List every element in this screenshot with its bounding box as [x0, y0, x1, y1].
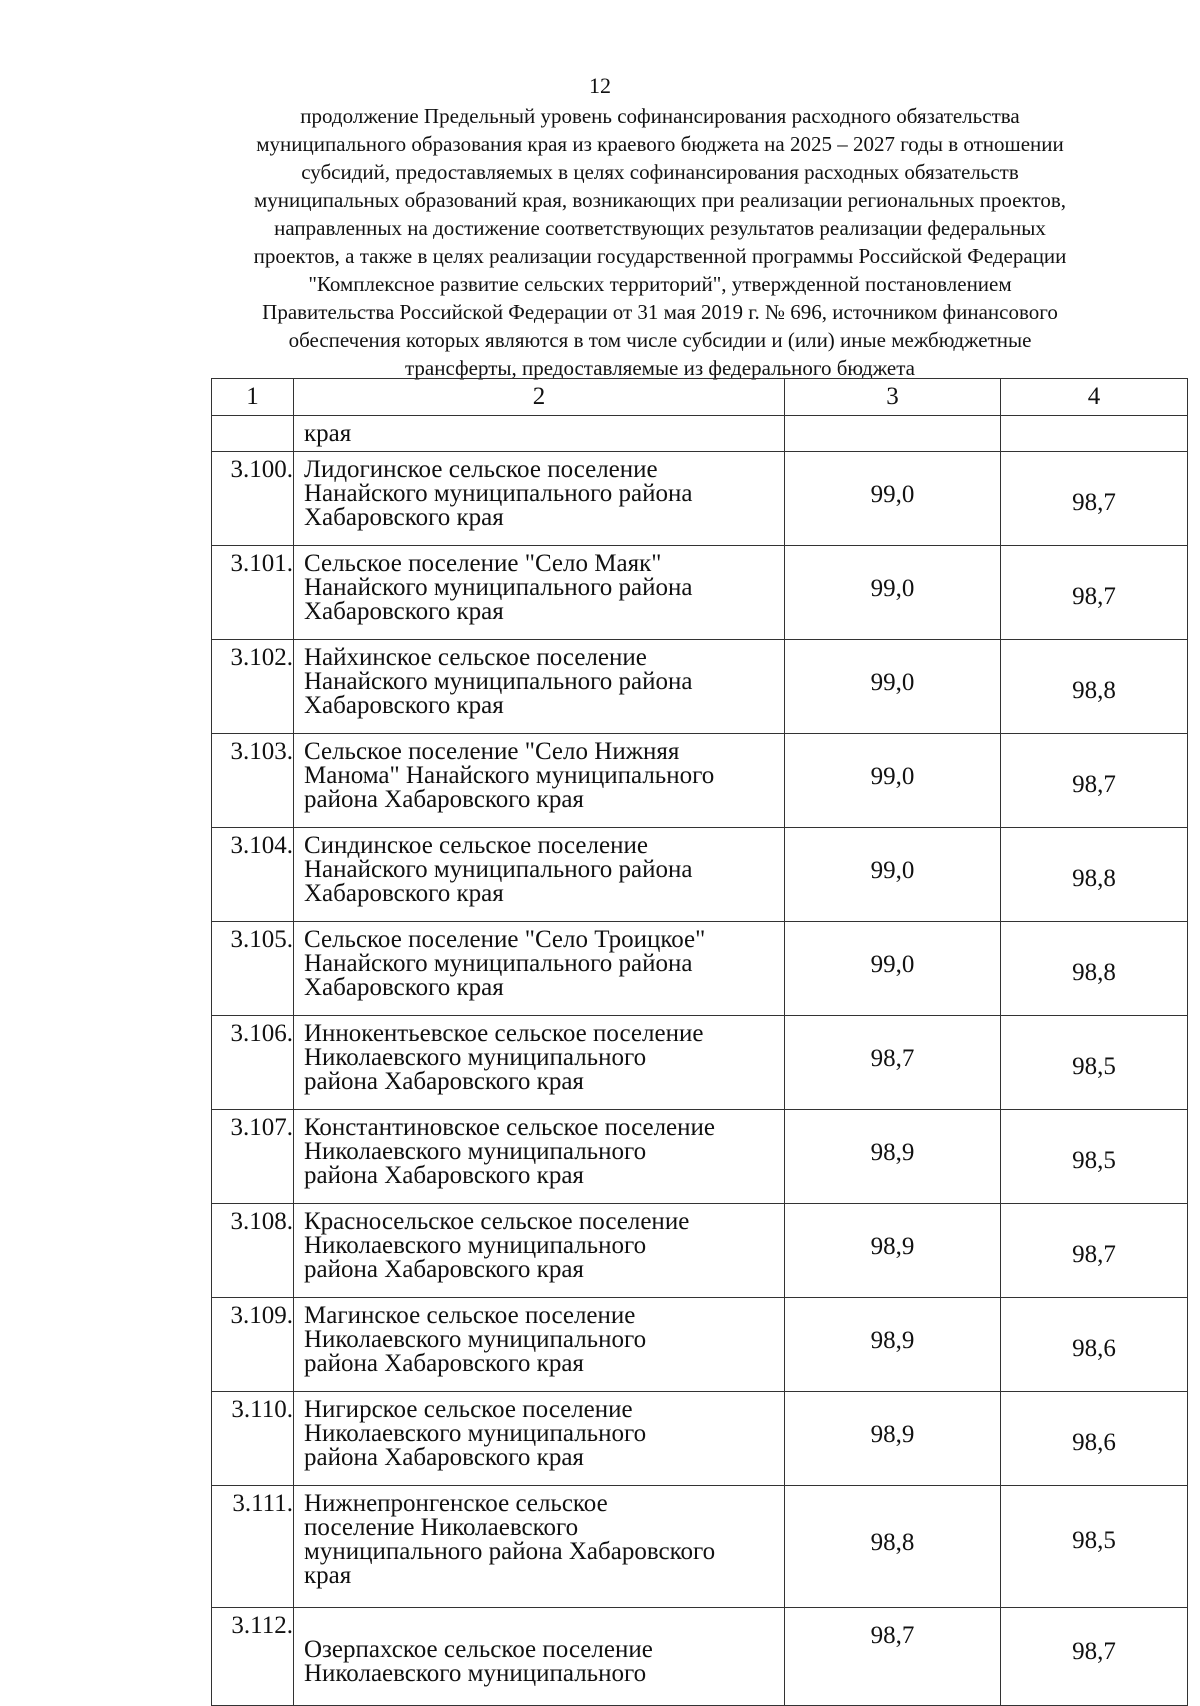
value-column-3: 99,0 — [785, 640, 1001, 734]
table-heading — [195, 102, 1125, 382]
settlement-name-line: края — [304, 1562, 352, 1589]
settlement-name-line: Сельское поселение "Село Троицкое" — [304, 926, 706, 953]
settlement-name-line: Хабаровского края — [304, 974, 504, 1001]
settlement-name-line: Иннокентьевское сельское поселение — [304, 1020, 704, 1047]
heading-line: продолжение Предельный уровень софинансирования расходного обязательства — [300, 104, 1020, 128]
continuation-text: края — [294, 416, 785, 452]
row-number: 3.111. — [212, 1486, 294, 1608]
settlement-name-line: Озерпахское сельское поселение — [304, 1636, 653, 1663]
settlement-name — [294, 1298, 785, 1392]
table-row — [212, 1392, 1188, 1486]
settlement-name-line: поселение Николаевского — [304, 1514, 579, 1541]
settlement-name — [294, 1486, 785, 1608]
value-column-3: 99,0 — [785, 452, 1001, 546]
settlement-name-line: Синдинское сельское поселение — [304, 832, 648, 859]
table-row — [212, 1298, 1188, 1392]
settlement-name-line: муниципального района Хабаровского — [304, 1538, 716, 1565]
subsidy-table — [211, 378, 1188, 1706]
header-cell-1: 1 — [212, 379, 294, 416]
settlement-name — [294, 1110, 785, 1204]
settlement-name-line: Сельское поселение "Село Нижняя — [304, 738, 680, 765]
settlement-name-line: района Хабаровского края — [304, 1256, 584, 1283]
settlement-name — [294, 1392, 785, 1486]
row-number: 3.109. — [212, 1298, 294, 1392]
table-row — [212, 1016, 1188, 1110]
value-column-3: 98,9 — [785, 1204, 1001, 1298]
settlement-name-line: Нанайского муниципального района — [304, 856, 693, 883]
settlement-name-line: Константиновское сельское поселение — [304, 1114, 715, 1141]
settlement-name-line: Николаевского муниципального — [304, 1660, 647, 1687]
table-row — [212, 546, 1188, 640]
settlement-name — [294, 828, 785, 922]
value-column-4: 98,7 — [1001, 1608, 1188, 1706]
settlement-name — [294, 922, 785, 1016]
heading-line: "Комплексное развитие сельских территорий", утвержденной постановлением — [308, 272, 1012, 296]
value-column-4: 98,6 — [1001, 1392, 1188, 1486]
page-number: 12 — [589, 73, 611, 98]
heading-line: муниципальных образований края, возникающих при реализации региональных проектов, — [253, 188, 1066, 212]
settlement-name — [294, 1016, 785, 1110]
header-cell-4: 4 — [1001, 379, 1188, 416]
table-row — [212, 1110, 1188, 1204]
table-row — [212, 452, 1188, 546]
heading-line: Правительства Российской Федерации от 31 мая 2019 г. № 696, источником финансового — [262, 300, 1058, 324]
value-column-3: 98,9 — [785, 1298, 1001, 1392]
heading-line: трансферты, предоставляемые из федерального бюджета — [404, 356, 916, 380]
heading-line: проектов, а также в целях реализации государственной программы Российской Федерации — [253, 244, 1067, 268]
settlement-name-line: Николаевского муниципального — [304, 1232, 647, 1259]
value-column-3: 98,8 — [785, 1486, 1001, 1608]
table-header-row — [212, 379, 1188, 416]
heading-line: муниципального образования края из краевого бюджета на 2025 – 2027 годы в отношении — [256, 132, 1064, 156]
value-column-4: 98,6 — [1001, 1298, 1188, 1392]
value-column-3: 98,9 — [785, 1392, 1001, 1486]
settlement-name-line: района Хабаровского края — [304, 1068, 584, 1095]
value-column-4: 98,7 — [1001, 546, 1188, 640]
settlement-name — [294, 640, 785, 734]
table-row — [212, 1486, 1188, 1608]
value-column-4: 98,7 — [1001, 1204, 1188, 1298]
value-column-3: 98,9 — [785, 1110, 1001, 1204]
table-row — [212, 922, 1188, 1016]
settlement-name-line: Хабаровского края — [304, 880, 504, 907]
settlement-name-line: Николаевского муниципального — [304, 1138, 647, 1165]
value-column-4: 98,5 — [1001, 1486, 1188, 1608]
table-row — [212, 734, 1188, 828]
settlement-name-line: Найхинское сельское поселение — [304, 644, 647, 671]
settlement-name-line: района Хабаровского края — [304, 1444, 584, 1471]
row-number: 3.112. — [212, 1608, 294, 1706]
value-column-3: 99,0 — [785, 828, 1001, 922]
settlement-name-line: Нижнепронгенское сельское — [304, 1490, 608, 1517]
row-number: 3.106. — [212, 1016, 294, 1110]
settlement-name-line: Нанайского муниципального района — [304, 668, 693, 695]
settlement-name-line: района Хабаровского края — [304, 786, 584, 813]
settlement-name-line: Николаевского муниципального — [304, 1326, 647, 1353]
settlement-name-line: Нанайского муниципального района — [304, 480, 693, 507]
settlement-name-line: Лидогинское сельское поселение — [304, 456, 658, 483]
heading-line: обеспечения которых являются в том числе субсидии и (или) иные межбюджетные — [288, 328, 1032, 352]
value-column-3: 99,0 — [785, 546, 1001, 640]
row-number: 3.103. — [212, 734, 294, 828]
row-number: 3.105. — [212, 922, 294, 1016]
settlement-name — [294, 452, 785, 546]
value-column-3: 98,7 — [785, 1608, 1001, 1706]
settlement-name-line: Красносельское сельское поселение — [304, 1208, 690, 1235]
heading-line: субсидий, предоставляемых в целях софинансирования расходных обязательств — [301, 160, 1019, 184]
settlement-name-line: района Хабаровского края — [304, 1350, 584, 1377]
settlement-name-line: Хабаровского края — [304, 692, 504, 719]
value-column-4: 98,7 — [1001, 452, 1188, 546]
value-column-4: 98,8 — [1001, 922, 1188, 1016]
settlement-name — [294, 734, 785, 828]
heading-line: направленных на достижение соответствующих результатов реализации федеральных — [274, 216, 1046, 240]
settlement-name — [294, 1204, 785, 1298]
settlement-name-line: района Хабаровского края — [304, 1162, 584, 1189]
row-number: 3.100. — [212, 452, 294, 546]
table-row — [212, 828, 1188, 922]
value-column-3: 99,0 — [785, 734, 1001, 828]
value-column-3: 98,7 — [785, 1016, 1001, 1110]
settlement-name-line: Магинское сельское поселение — [304, 1302, 636, 1329]
settlement-name-line: Хабаровского края — [304, 598, 504, 625]
table-row — [212, 640, 1188, 734]
value-column-4: 98,5 — [1001, 1110, 1188, 1204]
row-number: 3.104. — [212, 828, 294, 922]
header-cell-2: 2 — [294, 379, 785, 416]
row-number: 3.110. — [212, 1392, 294, 1486]
value-column-4: 98,7 — [1001, 734, 1188, 828]
settlement-name-line: Нанайского муниципального района — [304, 574, 693, 601]
row-number: 3.107. — [212, 1110, 294, 1204]
settlement-name-line: Нанайского муниципального района — [304, 950, 693, 977]
row-number: 3.101. — [212, 546, 294, 640]
settlement-name — [294, 546, 785, 640]
value-column-4: 98,8 — [1001, 828, 1188, 922]
settlement-name-line: Нигирское сельское поселение — [304, 1396, 633, 1423]
table-row — [212, 1608, 1188, 1706]
settlement-name-line: Николаевского муниципального — [304, 1044, 647, 1071]
value-column-4: 98,8 — [1001, 640, 1188, 734]
settlement-name-line: Сельское поселение "Село Маяк" — [304, 550, 662, 577]
settlement-name-line: Николаевского муниципального — [304, 1420, 647, 1447]
value-column-3: 99,0 — [785, 922, 1001, 1016]
settlement-name — [294, 1608, 785, 1706]
value-column-4: 98,5 — [1001, 1016, 1188, 1110]
header-cell-3: 3 — [785, 379, 1001, 416]
settlement-name-line: Манома" Нанайского муниципального — [304, 762, 715, 789]
row-number: 3.108. — [212, 1204, 294, 1298]
table-row — [212, 1204, 1188, 1298]
settlement-name-line: Хабаровского края — [304, 504, 504, 531]
continuation-row — [212, 416, 1188, 452]
row-number: 3.102. — [212, 640, 294, 734]
